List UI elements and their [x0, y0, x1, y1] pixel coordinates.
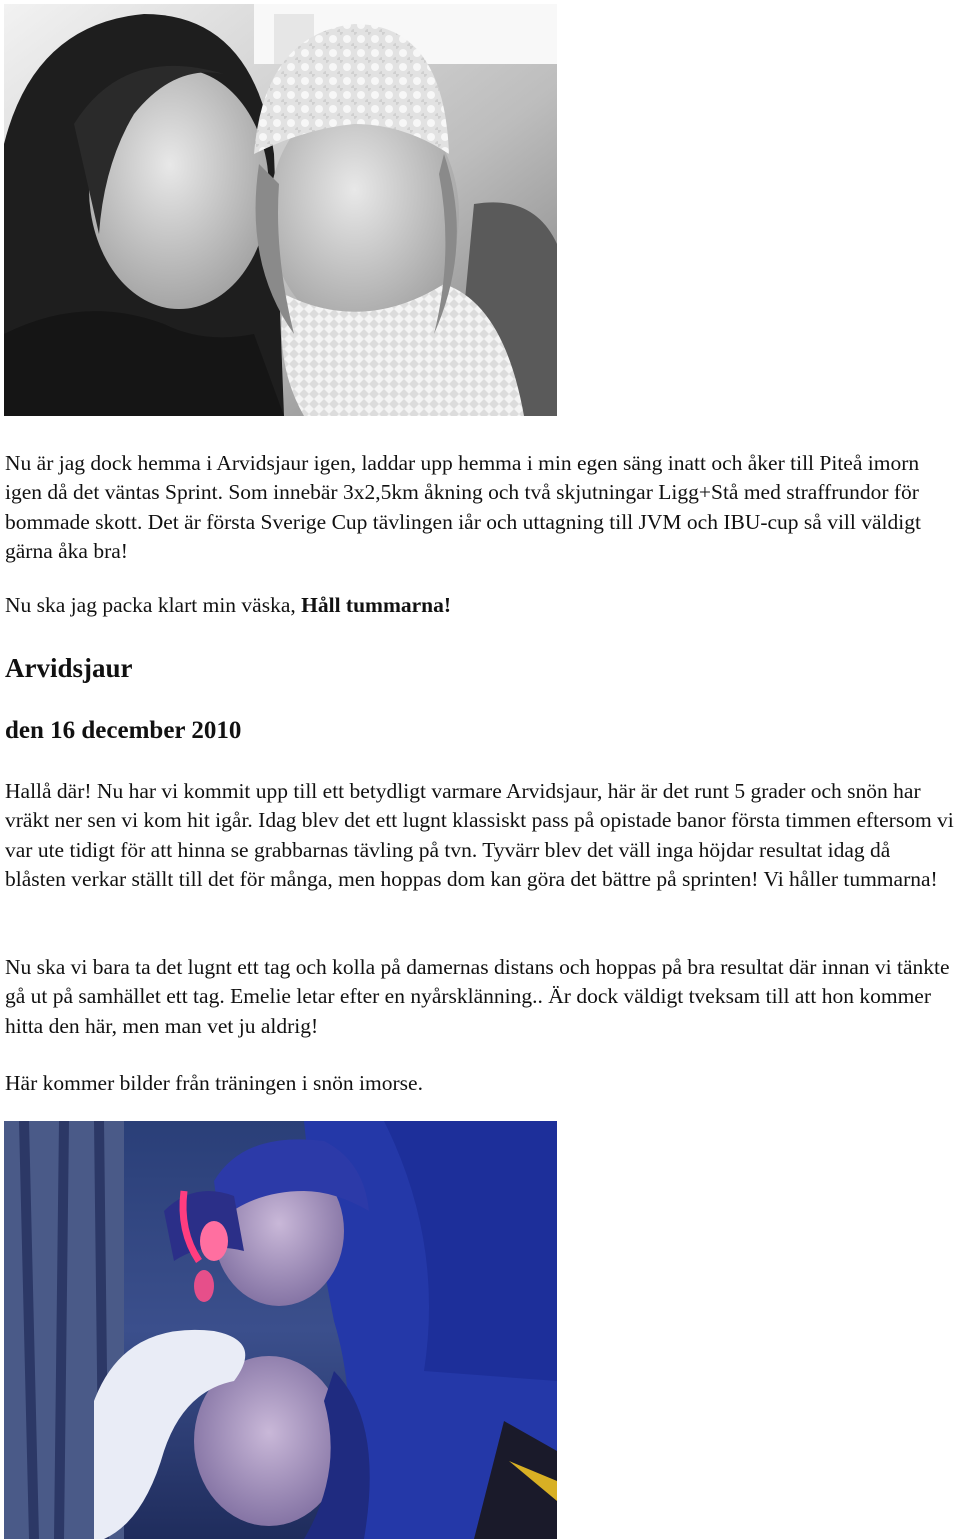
post-paragraph: Hallå där! Nu har vi kommit upp till ett betydligt varmare Arvidsjaur, här är det runt 5 grader och snön har vräkt ner sen vi kom hit igår. Idag blev det ett lugnt klassiskt pass på opistade banor första timmen eftersom vi var ute tidigt för att hinna se grabbarnas tävling på tvn. Tyvärr blev det väll inga höjdar resultat idag då blåsten verkar ställt till det för många, men hoppas dom kan göra det bättre på sprinten! Vi håller tummarna!	[5, 779, 954, 891]
post-heading-date: den 16 december 2010	[5, 717, 242, 744]
photo-two-skiers-color	[4, 1121, 557, 1539]
post-paragraph: Här kommer bilder från träningen i snön imorse.	[5, 1071, 423, 1095]
post-heading-location: Arvidsjaur	[5, 653, 133, 683]
post-paragraph: Nu ska vi bara ta det lugnt ett tag och kolla på damernas distans och hoppas på bra resultat där innan vi tänkte gå ut på samhället ett tag. Emelie letar efter en nyårsklänning.. Är dock väldigt tveksam till att hon kommer hitta den här, men man vet ju aldrig!	[5, 955, 950, 1038]
post-paragraph: Nu är jag dock hemma i Arvidsjaur igen, laddar upp hemma i min egen säng inatt och åker till Piteå imorn igen då det väntas Sprint. Som innebär 3x2,5km åkning och två skjutningar Ligg+Stå med straffrundor för bommade skott. Det är första Sverige Cup tävlingen iår och uttagning till JVM och IBU-cup så vill väldigt gärna åka bra!	[5, 451, 921, 563]
photo-two-women-bw	[4, 4, 557, 416]
post-text: Nu ska jag packa klart min väska,	[5, 593, 302, 617]
bold-text: Håll tummarna!	[301, 593, 452, 617]
post-paragraph	[5, 591, 955, 620]
